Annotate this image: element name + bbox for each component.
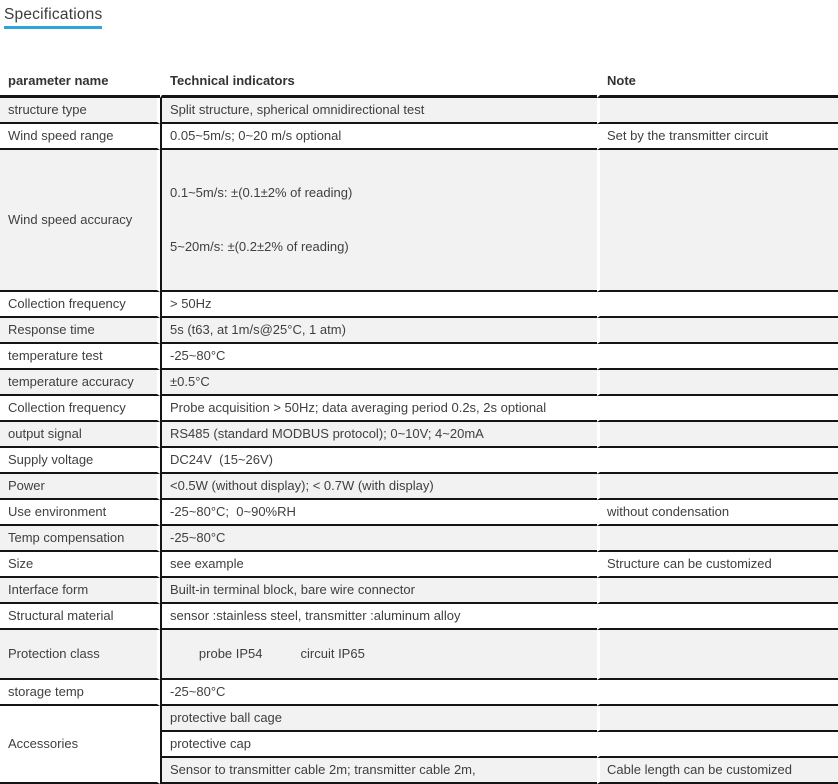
- note-cell: [597, 526, 838, 552]
- note-cell: [597, 474, 838, 500]
- note-cell: [597, 344, 838, 370]
- note-cell: Cable length can be customized: [597, 758, 838, 784]
- indicator-cell: see example: [160, 552, 597, 578]
- note-cell: [597, 396, 838, 422]
- param-cell: Structural material: [0, 604, 160, 630]
- indicator-cell: sensor :stainless steel, transmitter :aluminum alloy: [160, 604, 597, 630]
- indicator-cell: Probe acquisition > 50Hz; data averaging period 0.2s, 2s optional: [160, 396, 597, 422]
- note-cell: [597, 150, 838, 292]
- page-title: Specifications: [4, 6, 102, 29]
- param-cell: structure type: [0, 98, 160, 124]
- param-cell: Collection frequency: [0, 396, 160, 422]
- param-cell: Interface form: [0, 578, 160, 604]
- table-row: [0, 370, 838, 396]
- note-cell: [597, 318, 838, 344]
- param-cell: Supply voltage: [0, 448, 160, 474]
- param-cell: Response time: [0, 318, 160, 344]
- table-row: [0, 680, 838, 706]
- note-cell: [597, 422, 838, 448]
- table-row: [0, 422, 838, 448]
- table-row: [0, 630, 838, 680]
- table-row: [0, 150, 838, 292]
- param-cell: output signal: [0, 422, 160, 448]
- indicator-cell: protective ball cage: [160, 706, 597, 732]
- indicator-cell: 0.05~5m/s; 0~20 m/s optional: [160, 124, 597, 150]
- note-cell: [597, 98, 838, 124]
- note-cell: [597, 630, 838, 680]
- note-cell: [597, 370, 838, 396]
- param-cell: Protection class: [0, 630, 160, 680]
- indicator-cell: -25~80°C: [160, 680, 597, 706]
- indicator-line-1: 0.1~5m/s: ±(0.1±2% of reading): [170, 185, 353, 200]
- note-cell: Structure can be customized: [597, 552, 838, 578]
- table-header-row: [0, 49, 838, 98]
- table-row-accessories: [0, 706, 838, 732]
- note-cell: [597, 680, 838, 706]
- param-cell: Temp compensation: [0, 526, 160, 552]
- indicator-cell: > 50Hz: [160, 292, 597, 318]
- param-cell: Use environment: [0, 500, 160, 526]
- header-note: Note: [597, 49, 838, 98]
- table-row: [0, 344, 838, 370]
- param-cell: Wind speed accuracy: [0, 150, 160, 292]
- param-cell-accessories: Accessories: [0, 706, 160, 784]
- indicator-cell: RS485 (standard MODBUS protocol); 0~10V; 4~20mA: [160, 422, 597, 448]
- indicator-cell: Split structure, spherical omnidirectional test: [160, 98, 597, 124]
- param-cell: storage temp: [0, 680, 160, 706]
- indicator-cell: protective cap: [160, 732, 597, 758]
- indicator-cell: Built-in terminal block, bare wire connector: [160, 578, 597, 604]
- indicator-cell: Sensor to transmitter cable 2m; transmitter cable 2m,: [160, 758, 597, 784]
- indicator-cell: -25~80°C: [160, 526, 597, 552]
- table-row: [0, 604, 838, 630]
- indicator-part-2: circuit IP65: [300, 646, 365, 661]
- note-cell: without condensation: [597, 500, 838, 526]
- note-cell: [597, 732, 838, 758]
- indicator-cell: -25~80°C: [160, 344, 597, 370]
- indicator-cell: -25~80°C; 0~90%RH: [160, 500, 597, 526]
- note-cell: [597, 706, 838, 732]
- table-row: [0, 578, 838, 604]
- indicator-cell: <0.5W (without display); < 0.7W (with display): [160, 474, 597, 500]
- table-row: [0, 552, 838, 578]
- table-row: [0, 124, 838, 150]
- note-cell: [597, 292, 838, 318]
- param-cell: Size: [0, 552, 160, 578]
- param-cell: Collection frequency: [0, 292, 160, 318]
- param-cell: temperature accuracy: [0, 370, 160, 396]
- table-row: [0, 448, 838, 474]
- note-cell: Set by the transmitter circuit: [597, 124, 838, 150]
- param-cell: Power: [0, 474, 160, 500]
- indicator-part-1: probe IP54: [198, 646, 263, 661]
- indicator-cell: ±0.5°C: [160, 370, 597, 396]
- param-cell: temperature test: [0, 344, 160, 370]
- param-cell: Wind speed range: [0, 124, 160, 150]
- table-row: [0, 318, 838, 344]
- indicator-cell: [160, 150, 597, 292]
- table-row: [0, 500, 838, 526]
- note-cell: [597, 578, 838, 604]
- indicator-line-2: 5~20m/s: ±(0.2±2% of reading): [170, 239, 349, 254]
- header-parameter-name: parameter name: [0, 49, 160, 98]
- table-row: [0, 526, 838, 552]
- header-technical-indicators: Technical indicators: [160, 49, 597, 98]
- table-row: [0, 474, 838, 500]
- note-cell: [597, 604, 838, 630]
- indicator-cell: DC24V (15~26V): [160, 448, 597, 474]
- table-row: [0, 98, 838, 124]
- indicator-cell: 5s (t63, at 1m/s@25°C, 1 atm): [160, 318, 597, 344]
- note-cell: [597, 448, 838, 474]
- table-row: [0, 292, 838, 318]
- indicator-cell: [160, 630, 597, 680]
- table-row: [0, 396, 838, 422]
- specifications-table: [0, 49, 838, 784]
